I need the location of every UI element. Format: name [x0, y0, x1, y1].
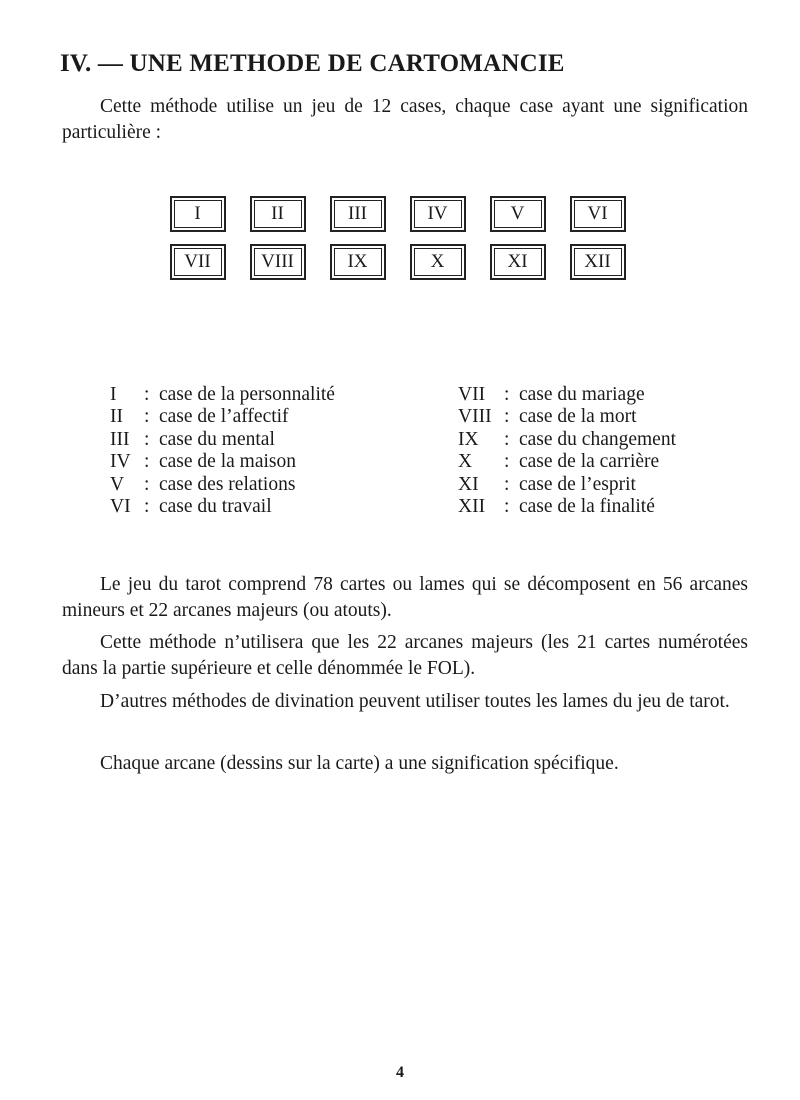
legend-number: VIII — [458, 406, 492, 428]
grid-cell — [330, 196, 385, 232]
legend-text: case de la mort — [519, 406, 637, 428]
case-box — [170, 196, 226, 232]
case-box — [410, 244, 466, 280]
legend-number: XII — [458, 496, 486, 518]
legend-item — [110, 496, 335, 518]
legend-text: case de la personnalité — [159, 384, 335, 405]
legend-separator: : — [504, 428, 510, 450]
legend-text: case des relations — [159, 473, 296, 495]
legend-separator: : — [504, 451, 510, 473]
grid-cell — [490, 244, 545, 280]
major-arcana-paragraph: Cette méthode n’utilisera que les 22 arcanes majeurs (les 21 cartes numérotées dans la partie supérieure et celle dénommée le FOL). — [62, 632, 748, 679]
legend-number: X — [458, 451, 473, 473]
case-label: XII — [574, 248, 622, 276]
legend-text: case de l’affectif — [159, 406, 289, 428]
legend-right-column — [458, 384, 676, 518]
case-label: VII — [174, 248, 222, 276]
legend-number: IX — [458, 428, 479, 450]
legend-item — [458, 496, 676, 518]
legend-text: case du mental — [159, 428, 275, 450]
legend-item — [458, 429, 676, 451]
legend-number: II — [110, 406, 123, 428]
legend-text: case de la finalité — [519, 496, 655, 518]
intro-paragraph: Cette méthode utilise un jeu de 12 cases, chaque case ayant une signification particulière : — [62, 96, 748, 143]
other-methods-paragraph: D’autres méthodes de divination peuvent utiliser toutes les lames du jeu de tarot. — [100, 691, 730, 712]
legend-separator: : — [144, 496, 150, 518]
case-label: IV — [414, 200, 462, 228]
legend-separator: : — [144, 384, 150, 405]
legend-number: VI — [110, 496, 131, 518]
legend-separator: : — [144, 451, 150, 473]
legend-text: case du changement — [519, 428, 677, 450]
legend-text: case de la carrière — [519, 451, 660, 473]
legend-number: VII — [458, 384, 486, 405]
case-box — [250, 196, 306, 232]
legend-item — [458, 384, 676, 406]
tarot-composition-paragraph: Le jeu du tarot comprend 78 cartes ou lames qui se décomposent en 56 arcanes mineurs et 22 arcanes majeurs (ou atouts). — [62, 574, 748, 621]
grid-cell — [490, 196, 545, 232]
legend-separator: : — [504, 473, 510, 495]
grid-cell — [170, 196, 225, 232]
grid-cell — [250, 244, 305, 280]
case-box — [570, 196, 626, 232]
grid-cell — [250, 196, 305, 232]
arcane-meaning-paragraph: Chaque arcane (dessins sur la carte) a une signification spécifique. — [100, 753, 619, 774]
grid-cell — [570, 196, 625, 232]
legend-item — [110, 451, 335, 473]
legend-text: case du travail — [159, 496, 272, 518]
case-box — [410, 196, 466, 232]
case-grid — [170, 196, 640, 280]
legend-separator: : — [504, 496, 510, 518]
legend-item — [110, 429, 335, 451]
legend-number: IV — [110, 451, 131, 473]
case-label: II — [254, 200, 302, 228]
legend-text: case de l’esprit — [519, 473, 636, 495]
legend-separator: : — [504, 384, 510, 405]
legend-item — [458, 451, 676, 473]
legend-separator: : — [504, 406, 510, 428]
grid-cell — [410, 196, 465, 232]
legend-number: XI — [458, 473, 479, 495]
case-label: III — [334, 200, 382, 228]
legend-text: case du mariage — [519, 384, 645, 405]
grid-cell — [330, 244, 385, 280]
legend-separator: : — [144, 428, 150, 450]
legend-number: III — [110, 428, 130, 450]
case-box — [490, 196, 546, 232]
legend-item — [110, 406, 335, 428]
legend-left-column — [110, 384, 335, 518]
case-box — [170, 244, 226, 280]
legend-item — [110, 384, 335, 406]
legend-number: I — [110, 384, 117, 405]
case-label: IX — [334, 248, 382, 276]
grid-cell — [570, 244, 625, 280]
grid-cell — [170, 244, 225, 280]
legend-item — [458, 406, 676, 428]
case-box — [330, 196, 386, 232]
chapter-title: IV. — UNE METHODE DE CARTOMANCIE — [60, 50, 565, 77]
case-box — [250, 244, 306, 280]
legend-separator: : — [144, 473, 150, 495]
legend-text: case de la maison — [159, 451, 296, 473]
legend-item — [110, 474, 335, 496]
case-label: VIII — [254, 248, 302, 276]
legend-number: V — [110, 473, 125, 495]
case-label: V — [494, 200, 542, 228]
case-label: I — [174, 200, 222, 228]
case-label: X — [414, 248, 462, 276]
case-box — [570, 244, 626, 280]
legend-item — [458, 474, 676, 496]
grid-cell — [410, 244, 465, 280]
case-label: VI — [574, 200, 622, 228]
case-label: XI — [494, 248, 542, 276]
case-box — [330, 244, 386, 280]
case-box — [490, 244, 546, 280]
legend-separator: : — [144, 406, 150, 428]
page-number: 4 — [396, 1064, 404, 1081]
